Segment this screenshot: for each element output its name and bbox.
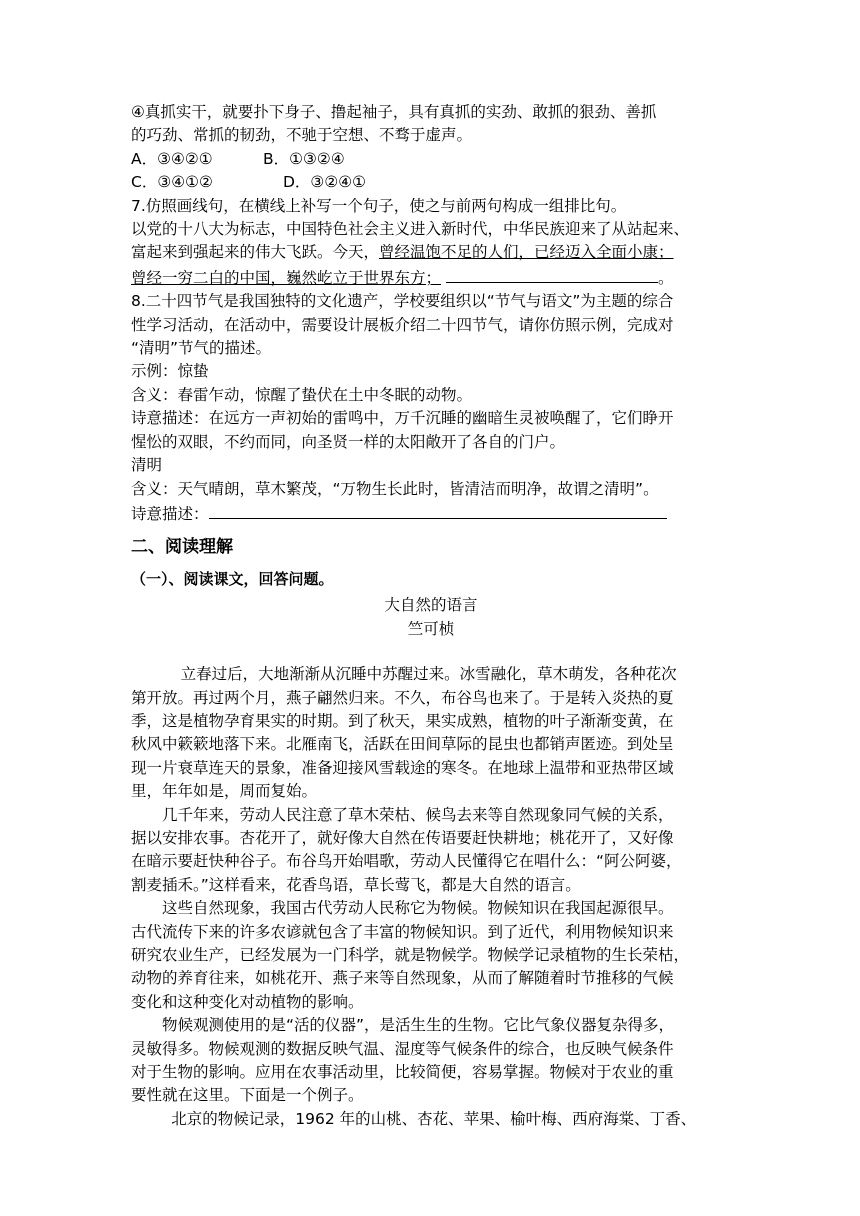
text-line: 灵敏得多。物候观测的数据反映气温、湿度等气候条件的综合，也反映气候条件 xyxy=(131,1039,674,1058)
text-run: 富起来到强起来的伟大飞跃。今天， xyxy=(131,243,380,262)
text-line: 现一片衰草连天的景象，准备迎接风雪载途的寒冬。在地球上温带和亚热带区域 xyxy=(131,758,674,777)
text-line: 的巧劲、常抓的韧劲，不驰于空想、不骛于虚声。 xyxy=(131,126,473,145)
text-line: 北京的物候记录，1962 年的山桃、杏花、苹果、榆叶梅、西府海棠、丁香、 xyxy=(171,1109,697,1128)
text-line: 割麦插禾。”这样看来，花香鸟语，草长莺飞，都是大自然的语言。 xyxy=(131,875,581,894)
answer-blank[interactable] xyxy=(209,501,667,519)
text-line: 变化和这种变化对动植物的影响。 xyxy=(131,992,364,1011)
article-author: 竺可桢 xyxy=(407,619,455,638)
paragraph-4 xyxy=(131,1014,731,1108)
example-label: 示例：惊蛰 xyxy=(131,362,209,381)
option-a: A．③④②① xyxy=(131,149,213,168)
text-line: 立春过后，大地渐渐从沉睡中苏醒过来。冰雪融化，草木萌发，各种花次 xyxy=(180,665,677,684)
paragraph-5 xyxy=(131,1108,731,1131)
text-run: 诗意描述： xyxy=(131,504,209,523)
text-line: ④真抓实干，就要扑下身子、撸起袖子，具有真抓的实劲、敢抓的狠劲、善抓 xyxy=(131,103,657,121)
option-c: C．③④①② xyxy=(131,173,213,192)
options-row xyxy=(131,171,731,194)
document-page xyxy=(131,101,731,1131)
text-line: 这些自然现象，我国古代劳动人民称它为物候。物候知识在我国起源很早。 xyxy=(162,899,674,918)
term-label: 清明 xyxy=(131,456,163,475)
text-line: 几千年来，劳动人民注意了草木荣枯、候鸟去来等自然现象同气候的关系， xyxy=(162,805,674,824)
text-line: 季，这是植物孕育果实的时期。到了秋天，果实成熟，植物的叶子渐渐变黄，在 xyxy=(131,711,674,730)
text-line: 第开放。再过两个月，燕子翩然归来。不久，布谷鸟也来了。于是转入炎热的夏 xyxy=(131,688,674,707)
text-line: 研究农业生产，已经发展为一门科学，就是物候学。物候学记录植物的生长荣枯， xyxy=(131,946,690,964)
text-line xyxy=(131,241,731,264)
text-line: 惺忪的双眼，不约而同，向圣贤一样的太阳敞开了各自的门户。 xyxy=(131,432,566,451)
text-line xyxy=(131,501,731,526)
text-line: 诗意描述：在远方一声初始的雷鸣中，万千沉睡的幽暗生灵被唤醒了，它们睁开 xyxy=(131,409,674,428)
text-line: 性学习活动，在活动中，需要设计展板介绍二十四节气，请你仿照示例，完成对 xyxy=(131,315,674,334)
option-d: D．③②④① xyxy=(283,173,367,192)
paragraph-2 xyxy=(131,804,731,898)
underlined-sentence: 曾经温饱不足的人们，已经迈入全面小康； xyxy=(379,243,674,262)
text-line: 在暗示要赶快种谷子。布谷鸟开始唱歌，劳动人民懂得它在唱什么：“阿公阿婆， xyxy=(131,852,682,871)
text-line: 含义：天气晴朗，草木繁茂，“万物生长此时，皆清洁而明净，故谓之清明”。 xyxy=(131,479,659,498)
article-title: 大自然的语言 xyxy=(384,596,478,615)
text-line: 对于生物的影响。应用在农事活动里，比较简便，容易掌握。物候对于农业的重 xyxy=(131,1063,674,1082)
options-row xyxy=(131,148,731,171)
question-8-prompt: 8.二十四节气是我国独特的文化遗产，学校要组织以“节气与语文”为主题的综合 xyxy=(131,292,674,311)
text-line: “清明”节气的描述。 xyxy=(131,339,272,358)
text-line: 含义：春雷乍动，惊醒了蛰伏在土中冬眠的动物。 xyxy=(131,385,473,404)
text-line: 据以安排农事。杏花开了，就好像大自然在传语要赶快耕地；桃花开了，又好像 xyxy=(131,828,674,847)
question-7-prompt: 7.仿照画线句，在横线上补写一个句子，使之与前两句构成一组排比句。 xyxy=(131,196,627,215)
text-run: 。 xyxy=(657,268,674,287)
text-line: 以党的十八大为标志，中国特色社会主义进入新时代，中华民族迎来了从站起来、 xyxy=(131,220,690,239)
option-b: B．①③②④ xyxy=(263,149,345,168)
text-line: 里，年年如是，周而复始。 xyxy=(131,782,318,801)
subsection-heading: （一）、阅读课文，回答问题。 xyxy=(131,570,334,589)
section-heading: 二、阅读理解 xyxy=(131,537,233,558)
text-line: 物候观测使用的是“活的仪器”，是活生生的生物。它比气象仪器复杂得多， xyxy=(162,1016,675,1035)
text-line xyxy=(131,265,731,290)
underlined-sentence: 曾经一穷二白的中国，巍然屹立于世界东方； xyxy=(131,268,442,287)
text-line: 动物的养育往来，如桃花开、燕子来等自然现象，从而了解随着时节推移的气候 xyxy=(131,969,674,988)
text-line: 要性就在这里。下面是一个例子。 xyxy=(131,1086,364,1105)
text-line: 古代流传下来的许多农谚就包含了丰富的物候知识。到了近代，利用物候知识来 xyxy=(131,922,674,941)
answer-blank[interactable] xyxy=(446,265,658,283)
paragraph-1 xyxy=(131,663,731,803)
paragraph-3 xyxy=(131,897,731,1014)
text-line: 秋风中簌簌地落下来。北雁南飞，活跃在田间草际的昆虫也都销声匿迹。到处呈 xyxy=(131,735,674,754)
